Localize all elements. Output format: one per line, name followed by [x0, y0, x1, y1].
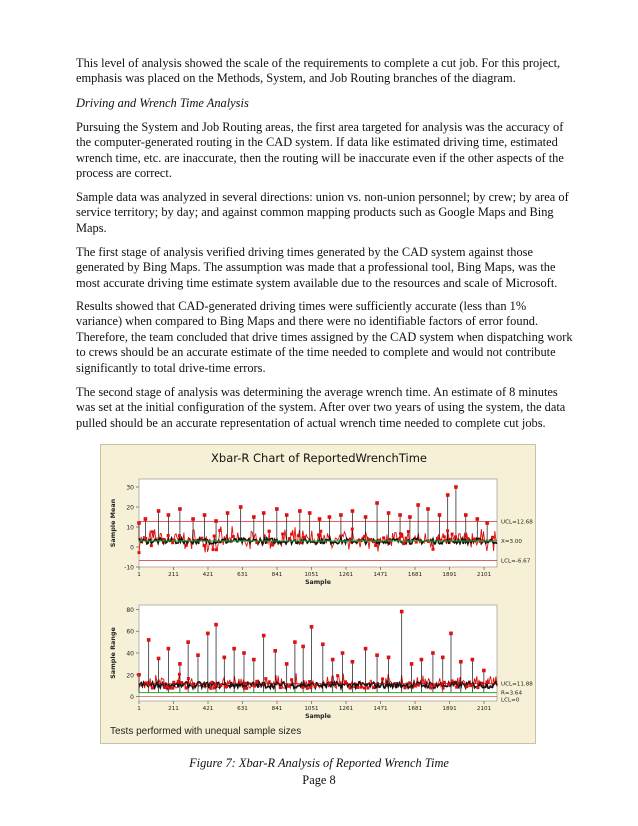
- range-flag-point: [328, 682, 331, 685]
- xbar-out-of-control-point: [157, 509, 161, 513]
- xbar-out-of-control-point: [298, 509, 302, 513]
- xbar-out-of-control-point: [375, 501, 379, 505]
- range-x-tick-label: 1471: [373, 706, 388, 712]
- xbar-flag-point: [473, 538, 476, 541]
- xbar-x-tick-label: 1261: [338, 572, 354, 578]
- range-out-of-control-point: [331, 658, 335, 662]
- xbar-out-of-control-point: [262, 511, 266, 515]
- xbar-flag-point: [138, 551, 141, 554]
- range-flag-point: [185, 687, 188, 690]
- range-out-of-control-point: [147, 638, 151, 642]
- chart-footnote: Tests performed with unequal sample sizes: [110, 726, 302, 737]
- xbar-flag-point: [290, 533, 293, 536]
- range-y-tick-label: 0: [130, 694, 134, 702]
- xbar-x-tick-label: 2101: [476, 572, 492, 578]
- xbar-y-tick-label: 30: [126, 484, 134, 492]
- xbar-flag-point: [366, 538, 369, 541]
- chart-svg: [101, 445, 537, 745]
- xbar-flag-point: [178, 534, 181, 537]
- xbar-flag-point: [299, 541, 302, 544]
- xbar-flag-point: [443, 535, 446, 538]
- range-flag-point: [255, 680, 258, 683]
- range-flag-point: [451, 679, 454, 682]
- figure-caption: Figure 7: Xbar-R Analysis of Reported Wrench Time: [189, 756, 449, 770]
- xbar-flag-point: [302, 536, 305, 539]
- range-flag-point: [433, 684, 436, 687]
- range-out-of-control-point: [321, 642, 325, 646]
- range-flag-point: [224, 685, 227, 688]
- xbar-flag-point: [212, 548, 215, 551]
- xbar-lcl-label: LCL=-6.67: [501, 558, 531, 565]
- range-y-axis-label: Sample Range: [109, 627, 117, 679]
- xbar-flag-point: [446, 529, 449, 532]
- range-out-of-control-point: [410, 662, 414, 666]
- range-out-of-control-point: [293, 640, 297, 644]
- xbar-center-label: X=3.00: [501, 539, 522, 545]
- range-flag-point: [253, 685, 256, 688]
- range-x-tick-label: 1681: [407, 706, 423, 712]
- xbar-flag-point: [382, 536, 385, 539]
- range-flag-point: [245, 687, 248, 690]
- xbar-out-of-control-point: [364, 515, 368, 519]
- xbar-x-tick-label: 421: [202, 572, 214, 578]
- range-y-tick-label: 80: [126, 606, 134, 614]
- xbar-flag-point: [449, 538, 452, 541]
- range-flag-point: [187, 677, 190, 680]
- xbar-flag-point: [281, 532, 284, 535]
- range-x-axis-label: Sample: [305, 713, 331, 720]
- xbar-flag-point: [374, 544, 377, 547]
- range-out-of-control-point: [420, 658, 424, 662]
- xbar-out-of-control-point: [167, 513, 171, 517]
- range-out-of-control-point: [459, 660, 463, 664]
- system-routing-paragraph: Pursuing the System and Job Routing areas, the first area targeted for analysis was the accuracy of the computer-generated routing in the CAD system. If data like estimated driving time, estimated wrench time, etc. are inaccurate, then the routing will be inaccurate even if the other aspects of the process are correct.: [76, 120, 564, 181]
- xbar-y-tick-label: 0: [130, 544, 134, 552]
- xbar-flag-point: [218, 529, 221, 532]
- xbar-out-of-control-point: [446, 493, 450, 497]
- range-flag-point: [336, 674, 339, 677]
- range-x-tick-label: 1051: [304, 706, 319, 712]
- range-flag-point: [366, 686, 369, 689]
- xbar-out-of-control-point: [328, 515, 332, 519]
- range-out-of-control-point: [196, 653, 200, 657]
- range-out-of-control-point: [431, 651, 435, 655]
- xbar-flag-point: [151, 530, 154, 533]
- xbar-out-of-control-point: [475, 517, 479, 521]
- xbar-out-of-control-point: [178, 507, 182, 511]
- xbar-out-of-control-point: [351, 509, 355, 513]
- xbar-flag-point: [288, 537, 291, 540]
- xbar-out-of-control-point: [285, 513, 289, 517]
- xbar-flag-point: [150, 544, 153, 547]
- range-flag-point: [301, 686, 304, 689]
- xbar-out-of-control-point: [144, 517, 148, 521]
- range-flag-point: [309, 686, 312, 689]
- range-out-of-control-point: [167, 647, 171, 651]
- range-out-of-control-point: [242, 651, 246, 655]
- xbar-flag-point: [200, 537, 203, 540]
- range-flag-point: [177, 680, 180, 683]
- xbar-flag-point: [167, 534, 170, 537]
- xbar-flag-point: [144, 537, 147, 540]
- range-out-of-control-point: [310, 625, 314, 629]
- xbar-flag-point: [432, 548, 435, 551]
- driving-times-paragraph: The first stage of analysis verified driving times generated by the CAD system against those generated by Bing Maps. The assumption was made that a professional tool, Bing Maps, was the most accurate driving time estimate system available due to the resources and scale of Microsoft.: [76, 245, 558, 290]
- range-flag-point: [485, 680, 488, 683]
- range-x-tick-label: 841: [271, 706, 283, 712]
- xbar-out-of-control-point: [398, 513, 402, 517]
- range-flag-point: [144, 682, 147, 685]
- xbar-y-axis-label: Sample Mean: [109, 498, 117, 548]
- range-x-tick-label: 631: [237, 706, 248, 712]
- xbar-x-tick-label: 1681: [407, 572, 423, 578]
- range-flag-point: [178, 673, 181, 676]
- range-out-of-control-point: [341, 651, 345, 655]
- range-out-of-control-point: [137, 673, 141, 677]
- xbar-out-of-control-point: [416, 503, 420, 507]
- range-out-of-control-point: [441, 656, 445, 660]
- range-flag-point: [470, 684, 473, 687]
- xbar-flag-point: [491, 536, 494, 539]
- xbar-x-tick-label: 1051: [304, 572, 319, 578]
- xbar-flag-point: [454, 535, 457, 538]
- range-flag-point: [476, 686, 479, 689]
- results-paragraph: Results showed that CAD-generated driving times were sufficiently accurate (less than 1% variance) when compared to Bing Maps and there were no identifiable factors of error found. Therefore, the team concluded that drive times assigned by the CAD system when dispatching work to crews should be an accurate estimate of the time needed to complete and would not contribute significantly to total drive-time errors.: [76, 299, 573, 375]
- range-flag-point: [381, 677, 384, 680]
- xbar-flag-point: [213, 534, 216, 537]
- page-number: Page 8: [302, 773, 336, 787]
- xbar-x-tick-label: 211: [168, 572, 179, 578]
- range-out-of-control-point: [351, 660, 355, 664]
- xbar-flag-point: [268, 530, 271, 533]
- range-y-tick-label: 20: [126, 672, 134, 680]
- range-flag-point: [268, 680, 271, 683]
- xbar-out-of-control-point: [308, 511, 312, 515]
- xbar-out-of-control-point: [426, 507, 430, 511]
- xbar-flag-point: [203, 544, 206, 547]
- range-out-of-control-point: [252, 658, 256, 662]
- range-out-of-control-point: [186, 640, 190, 644]
- range-flag-point: [417, 684, 420, 687]
- xbar-ucl-label: UCL=12.68: [501, 519, 533, 526]
- xbar-flag-point: [436, 537, 439, 540]
- xbar-out-of-control-point: [226, 511, 230, 515]
- range-flag-point: [166, 685, 169, 688]
- range-ucl-label: UCL=11.88: [501, 681, 533, 688]
- range-flag-point: [308, 680, 311, 683]
- range-x-tick-label: 421: [202, 706, 214, 712]
- range-out-of-control-point: [471, 658, 475, 662]
- xbar-plot-area: [139, 479, 497, 567]
- xbar-out-of-control-point: [203, 513, 207, 517]
- range-out-of-control-point: [206, 632, 210, 636]
- range-x-tick-label: 211: [168, 706, 179, 712]
- xbar-flag-point: [363, 535, 366, 538]
- range-out-of-control-point: [400, 610, 404, 614]
- range-flag-point: [356, 686, 359, 689]
- xbar-out-of-control-point: [387, 511, 391, 515]
- range-flag-point: [372, 686, 375, 689]
- xbar-x-axis-label: Sample: [305, 579, 331, 586]
- xbar-flag-point: [464, 535, 467, 538]
- xbar-out-of-control-point: [339, 513, 343, 517]
- xbar-y-tick-label: -10: [124, 564, 134, 572]
- xbar-flag-point: [398, 538, 401, 541]
- range-center-label: R=3.64: [501, 690, 523, 697]
- range-flag-point: [213, 686, 216, 689]
- xbar-out-of-control-point: [214, 519, 218, 523]
- range-flag-point: [210, 681, 213, 684]
- wrench-time-paragraph: The second stage of analysis was determining the average wrench time. An estimate of 8 minutes was set at the initial configuration of the system. After over two years of using the system, the data pulled should be an accurate representation of actual wrench time needed to complete cut jobs.: [76, 385, 566, 430]
- xbar-flag-point: [185, 544, 188, 547]
- range-y-tick-label: 60: [126, 628, 134, 636]
- range-flag-point: [465, 685, 468, 688]
- xbar-flag-point: [232, 535, 235, 538]
- xbar-x-tick-label: 1471: [373, 572, 388, 578]
- range-out-of-control-point: [232, 647, 236, 651]
- range-flag-point: [429, 686, 432, 689]
- range-out-of-control-point: [482, 669, 486, 673]
- range-out-of-control-point: [214, 623, 218, 627]
- range-x-tick-label: 1: [137, 706, 141, 712]
- range-flag-point: [363, 687, 366, 690]
- xbar-flag-point: [407, 530, 410, 533]
- range-flag-point: [290, 678, 293, 681]
- xbar-out-of-control-point: [191, 517, 195, 521]
- xbar-flag-point: [297, 534, 300, 537]
- xbar-flag-point: [215, 548, 218, 551]
- range-flag-point: [244, 682, 247, 685]
- range-flag-point: [214, 684, 217, 687]
- xbar-x-tick-label: 631: [237, 572, 248, 578]
- range-out-of-control-point: [262, 634, 266, 638]
- xbar-flag-point: [319, 530, 322, 533]
- range-flag-point: [264, 677, 267, 680]
- xbar-flag-point: [378, 539, 381, 542]
- range-x-tick-label: 1891: [442, 706, 457, 712]
- xbar-x-tick-label: 1891: [442, 572, 457, 578]
- xbar-flag-point: [317, 533, 320, 536]
- xbar-out-of-control-point: [454, 485, 458, 489]
- range-flag-point: [403, 686, 406, 689]
- range-flag-point: [481, 682, 484, 685]
- range-out-of-control-point: [222, 656, 226, 660]
- range-out-of-control-point: [301, 645, 305, 649]
- xbar-flag-point: [271, 544, 274, 547]
- range-out-of-control-point: [285, 662, 289, 666]
- range-flag-point: [171, 687, 174, 690]
- xbar-flag-point: [405, 537, 408, 540]
- range-x-tick-label: 1261: [338, 706, 354, 712]
- xbar-r-chart: [100, 444, 536, 744]
- range-lcl-label: LCL=0: [501, 697, 520, 704]
- range-y-tick-label: 40: [126, 650, 134, 658]
- xbar-x-tick-label: 841: [271, 572, 283, 578]
- range-flag-point: [279, 686, 282, 689]
- range-out-of-control-point: [375, 653, 379, 657]
- range-flag-point: [209, 687, 212, 690]
- xbar-out-of-control-point: [239, 505, 243, 509]
- range-flag-point: [219, 684, 222, 687]
- xbar-out-of-control-point: [464, 513, 468, 517]
- xbar-flag-point: [171, 541, 174, 544]
- xbar-x-tick-label: 1: [137, 572, 141, 578]
- range-out-of-control-point: [178, 662, 182, 666]
- range-flag-point: [455, 686, 458, 689]
- range-flag-point: [172, 681, 175, 684]
- section-heading: Driving and Wrench Time Analysis: [76, 96, 249, 110]
- intro-paragraph: This level of analysis showed the scale of the requirements to complete a cut job. For this project, emphasis was placed on the Methods, System, and Job Routing branches of the diagram.: [76, 56, 561, 86]
- range-out-of-control-point: [364, 647, 368, 651]
- xbar-flag-point: [255, 541, 258, 544]
- xbar-flag-point: [351, 528, 354, 531]
- range-out-of-control-point: [449, 632, 453, 636]
- range-flag-point: [287, 685, 290, 688]
- xbar-out-of-control-point: [318, 517, 322, 521]
- xbar-y-tick-label: 10: [126, 524, 134, 532]
- xbar-flag-point: [451, 533, 454, 536]
- sample-data-paragraph: Sample data was analyzed in several directions: union vs. non-union personnel; by crew; by area of service territory; by day; and against common mapping products such as Google Maps and Bing Maps.: [76, 190, 569, 235]
- xbar-out-of-control-point: [438, 513, 442, 517]
- range-flag-point: [442, 686, 445, 689]
- range-flag-point: [306, 687, 309, 690]
- xbar-y-tick-label: 20: [126, 504, 134, 512]
- xbar-flag-point: [400, 535, 403, 538]
- xbar-flag-point: [162, 538, 165, 541]
- range-flag-point: [447, 683, 450, 686]
- xbar-out-of-control-point: [252, 515, 256, 519]
- xbar-out-of-control-point: [275, 507, 279, 511]
- range-flag-point: [314, 685, 317, 688]
- range-out-of-control-point: [387, 656, 391, 660]
- chart-title: Xbar-R Chart of ReportedWrenchTime: [211, 451, 427, 465]
- range-flag-point: [151, 686, 154, 689]
- range-out-of-control-point: [273, 649, 277, 653]
- range-flag-point: [348, 686, 351, 689]
- range-flag-point: [360, 686, 363, 689]
- range-flag-point: [414, 684, 417, 687]
- range-flag-point: [344, 680, 347, 683]
- range-out-of-control-point: [157, 657, 161, 661]
- xbar-out-of-control-point: [408, 515, 412, 519]
- range-x-tick-label: 2101: [476, 706, 492, 712]
